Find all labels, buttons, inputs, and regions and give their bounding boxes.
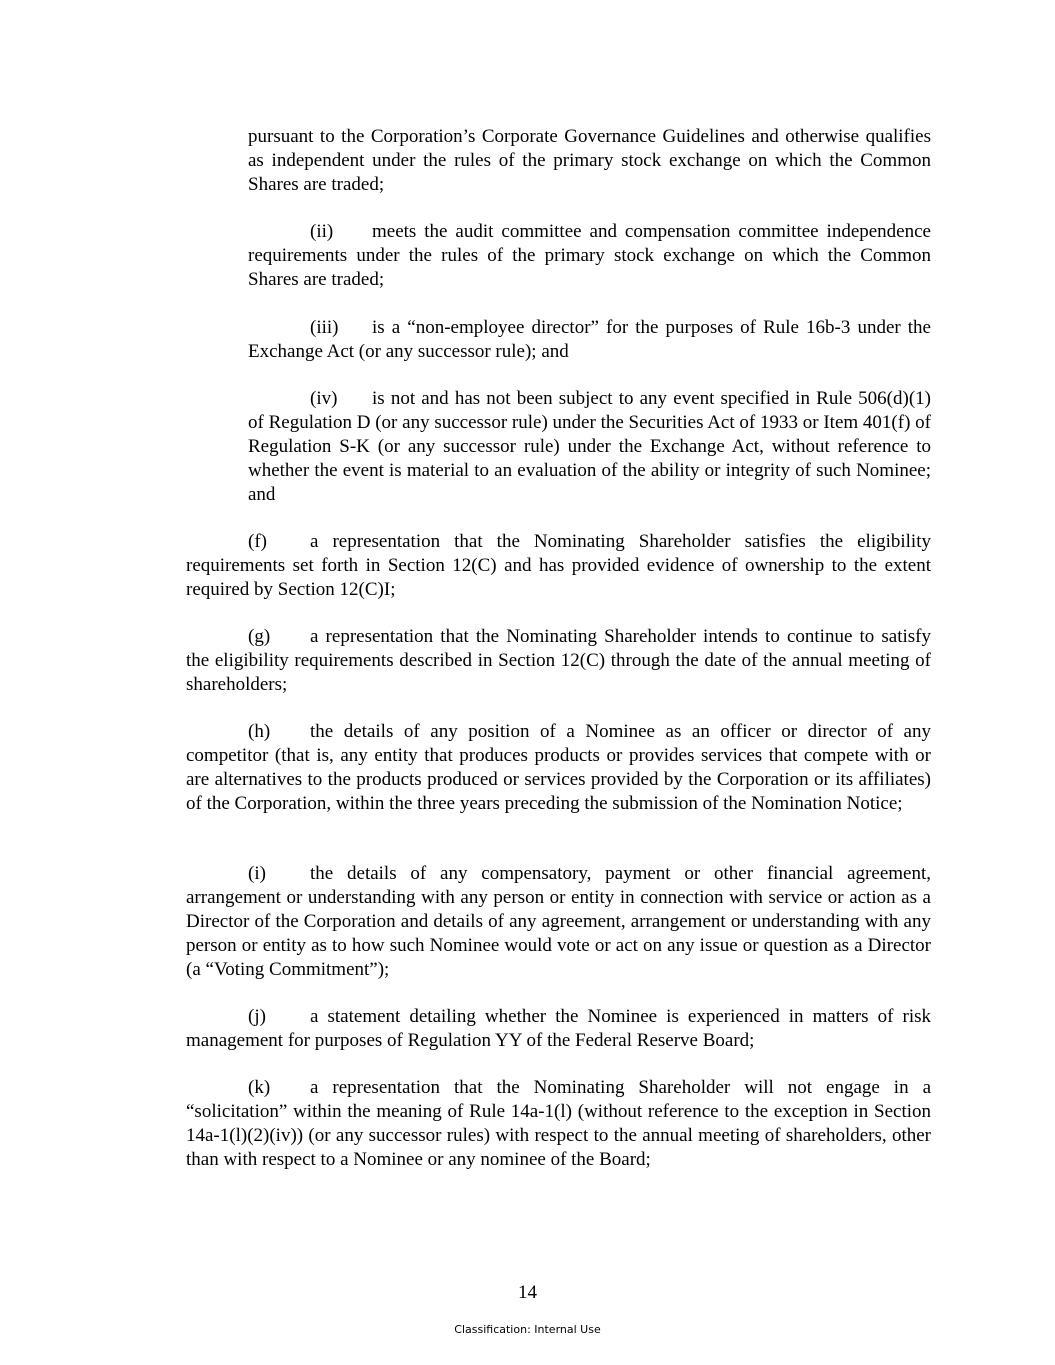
paragraph-text: pursuant to the Corporation’s Corporate Governance Guidelines and otherwise qualifies as independent under the rules of the primary stock exchange on which the Common Shares are traded; (248, 126, 931, 195)
paragraph-marker: (j) (248, 1006, 266, 1027)
paragraph-iii (248, 316, 931, 364)
paragraph-marker: (ii) (310, 221, 334, 242)
paragraph-text: a representation that the Nominating Shareholder will not engage in a “solicitation” within the meaning of Rule 14a-1(l) (without reference to the exception in Section 14a-1(l)(2)(iv)) (or any successor rules) with respect to the annual meeting of shareholders, other than with respect to a Nominee or any nominee of the Board; (186, 1077, 931, 1170)
paragraph-text: the details of any position of a Nominee as an officer or director of any competitor (that is, any entity that produces products or provides services that compete with or are alternatives to the products produced or services provided by the Corporation or its affiliates) of the Corporation, within the three years preceding the submission of the Nomination Notice; (186, 721, 931, 814)
paragraph-f (186, 530, 931, 602)
paragraph-marker: (iv) (310, 388, 338, 409)
paragraph-k (186, 1076, 931, 1172)
paragraph-iv (248, 387, 931, 507)
paragraph-text: a representation that the Nominating Shareholder intends to continue to satisfy the eligibility requirements described in Section 12(C) through the date of the annual meeting of shareholders; (186, 626, 931, 695)
paragraph-i (186, 862, 931, 982)
classification-label: Classification: Internal Use (454, 1323, 601, 1336)
paragraph-text: is not and has not been subject to any event specified in Rule 506(d)(1) of Regulation D (or any successor rule) under the Securities Act of 1933 or Item 401(f) of Regulation S-K (or any successor rule) under the Exchange Act, without reference to whether the event is material to an evaluation of the ability or integrity of such Nominee; and (248, 388, 931, 505)
paragraph-text: the details of any compensatory, payment or other financial agreement, arrangement or understanding with any person or entity in connection with service or action as a Director of the Corporation and details of any agreement, arrangement or understanding with any person or entity as to how such Nominee would vote or act on any issue or question as a Director (a “Voting Commitment”); (186, 863, 931, 980)
paragraph-marker: (f) (248, 531, 267, 552)
paragraph-ii (248, 220, 931, 292)
paragraph-g (186, 625, 931, 697)
paragraph-marker: (k) (248, 1077, 271, 1098)
paragraph-text: meets the audit committee and compensation committee independence requirements under the rules of the primary stock exchange on which the Common Shares are traded; (248, 221, 931, 290)
page-number: 14 (518, 1282, 537, 1303)
paragraph-marker: (iii) (310, 317, 339, 338)
paragraph-marker: (i) (248, 863, 266, 884)
paragraph-text: a statement detailing whether the Nominee is experienced in matters of risk management for purposes of Regulation YY of the Federal Reserve Board; (186, 1006, 931, 1051)
paragraph-marker: (h) (248, 721, 271, 742)
paragraph-marker: (g) (248, 626, 271, 647)
paragraph-text: is a “non-employee director” for the purposes of Rule 16b-3 under the Exchange Act (or any successor rule); and (248, 317, 931, 362)
paragraph-j (186, 1005, 931, 1053)
paragraph-continuation (248, 125, 931, 197)
paragraph-text: a representation that the Nominating Shareholder satisfies the eligibility requirements set forth in Section 12(C) and has provided evidence of ownership to the extent required by Section 12(C)I; (186, 531, 931, 600)
paragraph-h (186, 720, 931, 816)
